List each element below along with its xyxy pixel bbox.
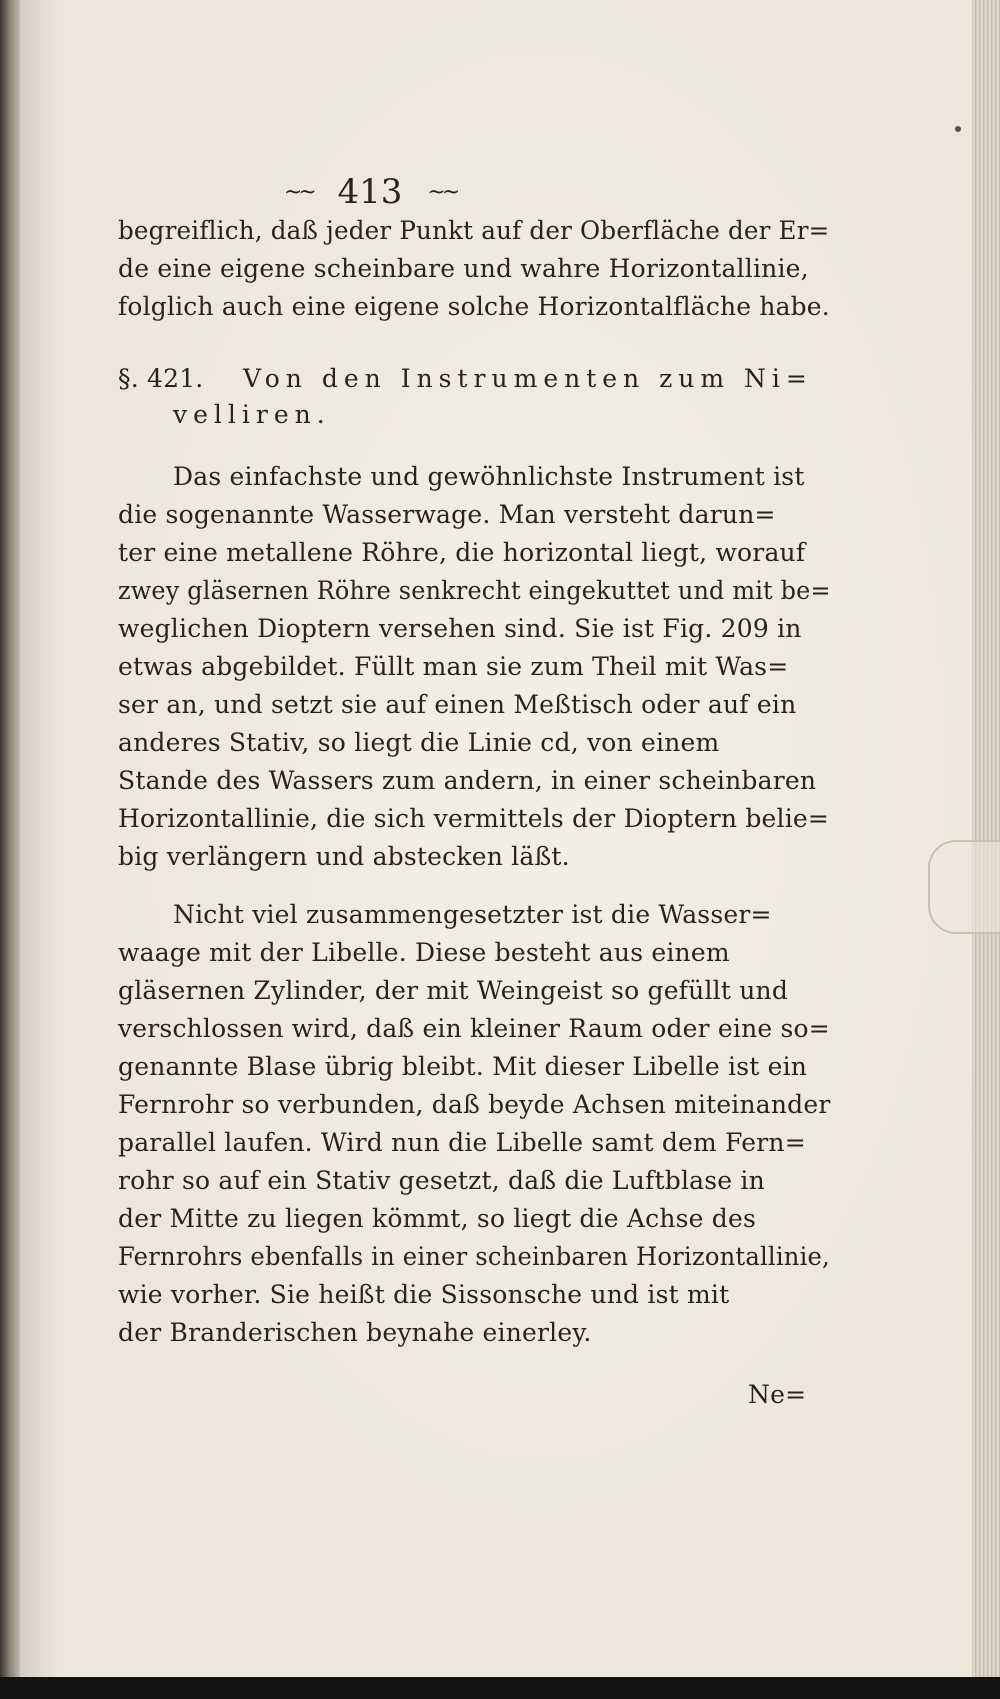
text-line: waage mit der Libelle. Diese besteht aus einem <box>118 938 730 967</box>
text-line: Fernrohr so verbunden, daß beyde Achsen miteinander <box>118 1090 831 1119</box>
text-line: weglichen Dioptern versehen sind. Sie ist Fig. 209 in <box>118 614 802 643</box>
text-line: die sogenannte Wasserwage. Man versteht darun= <box>118 500 776 529</box>
text-line: verschlossen wird, daß ein kleiner Raum oder eine so= <box>118 1014 830 1043</box>
catchword: Ne= <box>748 1380 807 1409</box>
text-line: de eine eigene scheinbare und wahre Horizontallinie, <box>118 254 809 283</box>
text-line: ter eine metallene Röhre, die horizontal liegt, worauf <box>118 538 806 567</box>
text-line: anderes Stativ, so liegt die Linie cd, von einem <box>118 728 720 757</box>
text-line: rohr so auf ein Stativ gesetzt, daß die Luftblase in <box>118 1166 765 1195</box>
text-line: Das einfachste und gewöhnlichste Instrument ist <box>173 462 805 491</box>
text-line: big verlängern und abstecken läßt. <box>118 842 570 871</box>
text-line: zwey gläsernen Röhre senkrecht eingekuttet und mit be= <box>118 576 831 605</box>
text-line: der Branderischen beynahe einerley. <box>118 1318 592 1347</box>
text-line: Horizontallinie, die sich vermittels der Dioptern belie= <box>118 804 830 833</box>
text-line: genannte Blase übrig bleibt. Mit dieser Libelle ist ein <box>118 1052 808 1081</box>
page-tab-marker <box>928 840 1000 934</box>
section-title-continued: velliren. <box>173 400 331 429</box>
text-line: gläsernen Zylinder, der mit Weingeist so gefüllt und <box>118 976 789 1005</box>
page-number: 413 <box>337 172 403 212</box>
header-ornament-right: ~~ <box>427 179 457 205</box>
header-ornament-left: ~~ <box>283 179 313 205</box>
text-line: Nicht viel zusammengesetzter ist die Wasser= <box>173 900 772 929</box>
text-line: etwas abgebildet. Füllt man sie zum Theil mit Was= <box>118 652 789 681</box>
text-line: der Mitte zu liegen kömmt, so liegt die Achse des <box>118 1204 757 1233</box>
text-line: folglich auch eine eigene solche Horizontalfläche habe. <box>118 292 830 321</box>
scan-bottom-border <box>0 1677 1000 1699</box>
section-number: §. 421. <box>118 364 204 393</box>
page-header <box>220 170 520 212</box>
text-line: Fernrohrs ebenfalls in einer scheinbaren Horizontallinie, <box>118 1242 830 1271</box>
text-line: wie vorher. Sie heißt die Sissonsche und ist mit <box>118 1280 730 1309</box>
text-line: parallel laufen. Wird nun die Libelle samt dem Fern= <box>118 1128 806 1157</box>
text-line: begreiflich, daß jeder Punkt auf der Oberfläche der Er= <box>118 216 830 245</box>
ink-speck <box>955 126 961 132</box>
text-line: ser an, und setzt sie auf einen Meßtisch oder auf ein <box>118 690 797 719</box>
section-title: Von den Instrumenten zum Ni= <box>243 364 813 393</box>
text-line: Stande des Wassers zum andern, in einer scheinbaren <box>118 766 817 795</box>
